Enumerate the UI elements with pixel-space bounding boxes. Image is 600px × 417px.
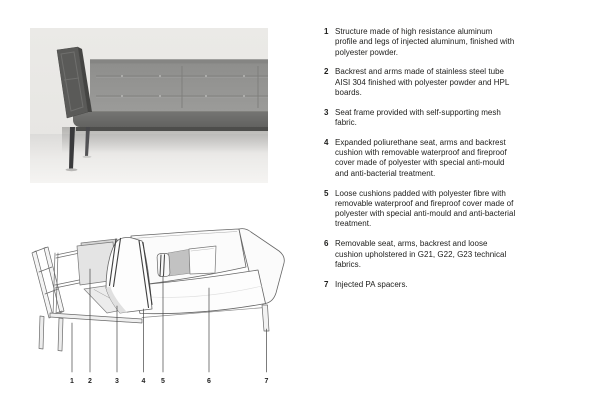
spec-text: Injected PA spacers. xyxy=(335,279,408,289)
spec-item-6 xyxy=(324,239,516,270)
callout-number-5: 5 xyxy=(161,378,165,385)
spec-item-3 xyxy=(324,108,516,129)
sofa-line-drawing xyxy=(22,225,302,390)
spec-number: 4 xyxy=(324,137,329,147)
callout-number-4: 4 xyxy=(141,378,146,385)
spec-number: 5 xyxy=(324,188,329,198)
spec-number: 7 xyxy=(324,279,329,289)
spec-text: Structure made of high resistance aluminum profile and legs of injected aluminum, finished with polyester powder. xyxy=(335,27,515,57)
product-photo xyxy=(30,28,268,183)
spec-item-1 xyxy=(324,27,516,58)
callout-number-3: 3 xyxy=(115,378,119,385)
exploded-diagram xyxy=(22,225,302,390)
drawing-strap-bolster xyxy=(157,253,170,277)
spec-text: Loose cushions padded with polyester fibre with removable waterproof and fireproof cover made of polyester with special anti-mould and anti-bacterial treatment. xyxy=(335,188,516,229)
sofa-photo-illustration xyxy=(30,28,268,183)
spec-item-2 xyxy=(324,67,516,98)
drawing-base-frame xyxy=(39,313,142,351)
callout-numbers xyxy=(70,378,269,385)
spec-text: Backrest and arms made of stainless steel tube AISI 304 finished with polyester powder and HPL boards. xyxy=(335,67,510,97)
spec-number: 2 xyxy=(324,67,329,77)
sofa-seat xyxy=(73,111,268,131)
spec-text: Expanded poliurethane seat, arms and backrest cushion with removable waterproof and fireproof cover made of polyester with special anti-mould and anti-bacterial treatment. xyxy=(335,137,507,178)
spec-item-7 xyxy=(324,280,516,290)
spec-number: 1 xyxy=(324,27,329,36)
spec-text: Seat frame provided with self-supporting mesh fabric. xyxy=(335,107,501,128)
spec-item-5 xyxy=(324,189,516,230)
sofa-backrest-panel xyxy=(90,59,268,111)
callout-number-2: 2 xyxy=(88,378,92,385)
spec-list xyxy=(324,27,516,299)
spec-number: 3 xyxy=(324,107,329,117)
spec-item-4 xyxy=(324,138,516,179)
spec-text: Removable seat, arms, backrest and loose cushion upholstered in G21, G22, G23 technical fabrics. xyxy=(335,239,507,269)
spec-number: 6 xyxy=(324,239,329,249)
drawing-sofa-body xyxy=(131,229,284,331)
callout-number-7: 7 xyxy=(264,378,269,385)
callout-number-6: 6 xyxy=(207,378,211,385)
callout-number-1: 1 xyxy=(70,378,74,385)
